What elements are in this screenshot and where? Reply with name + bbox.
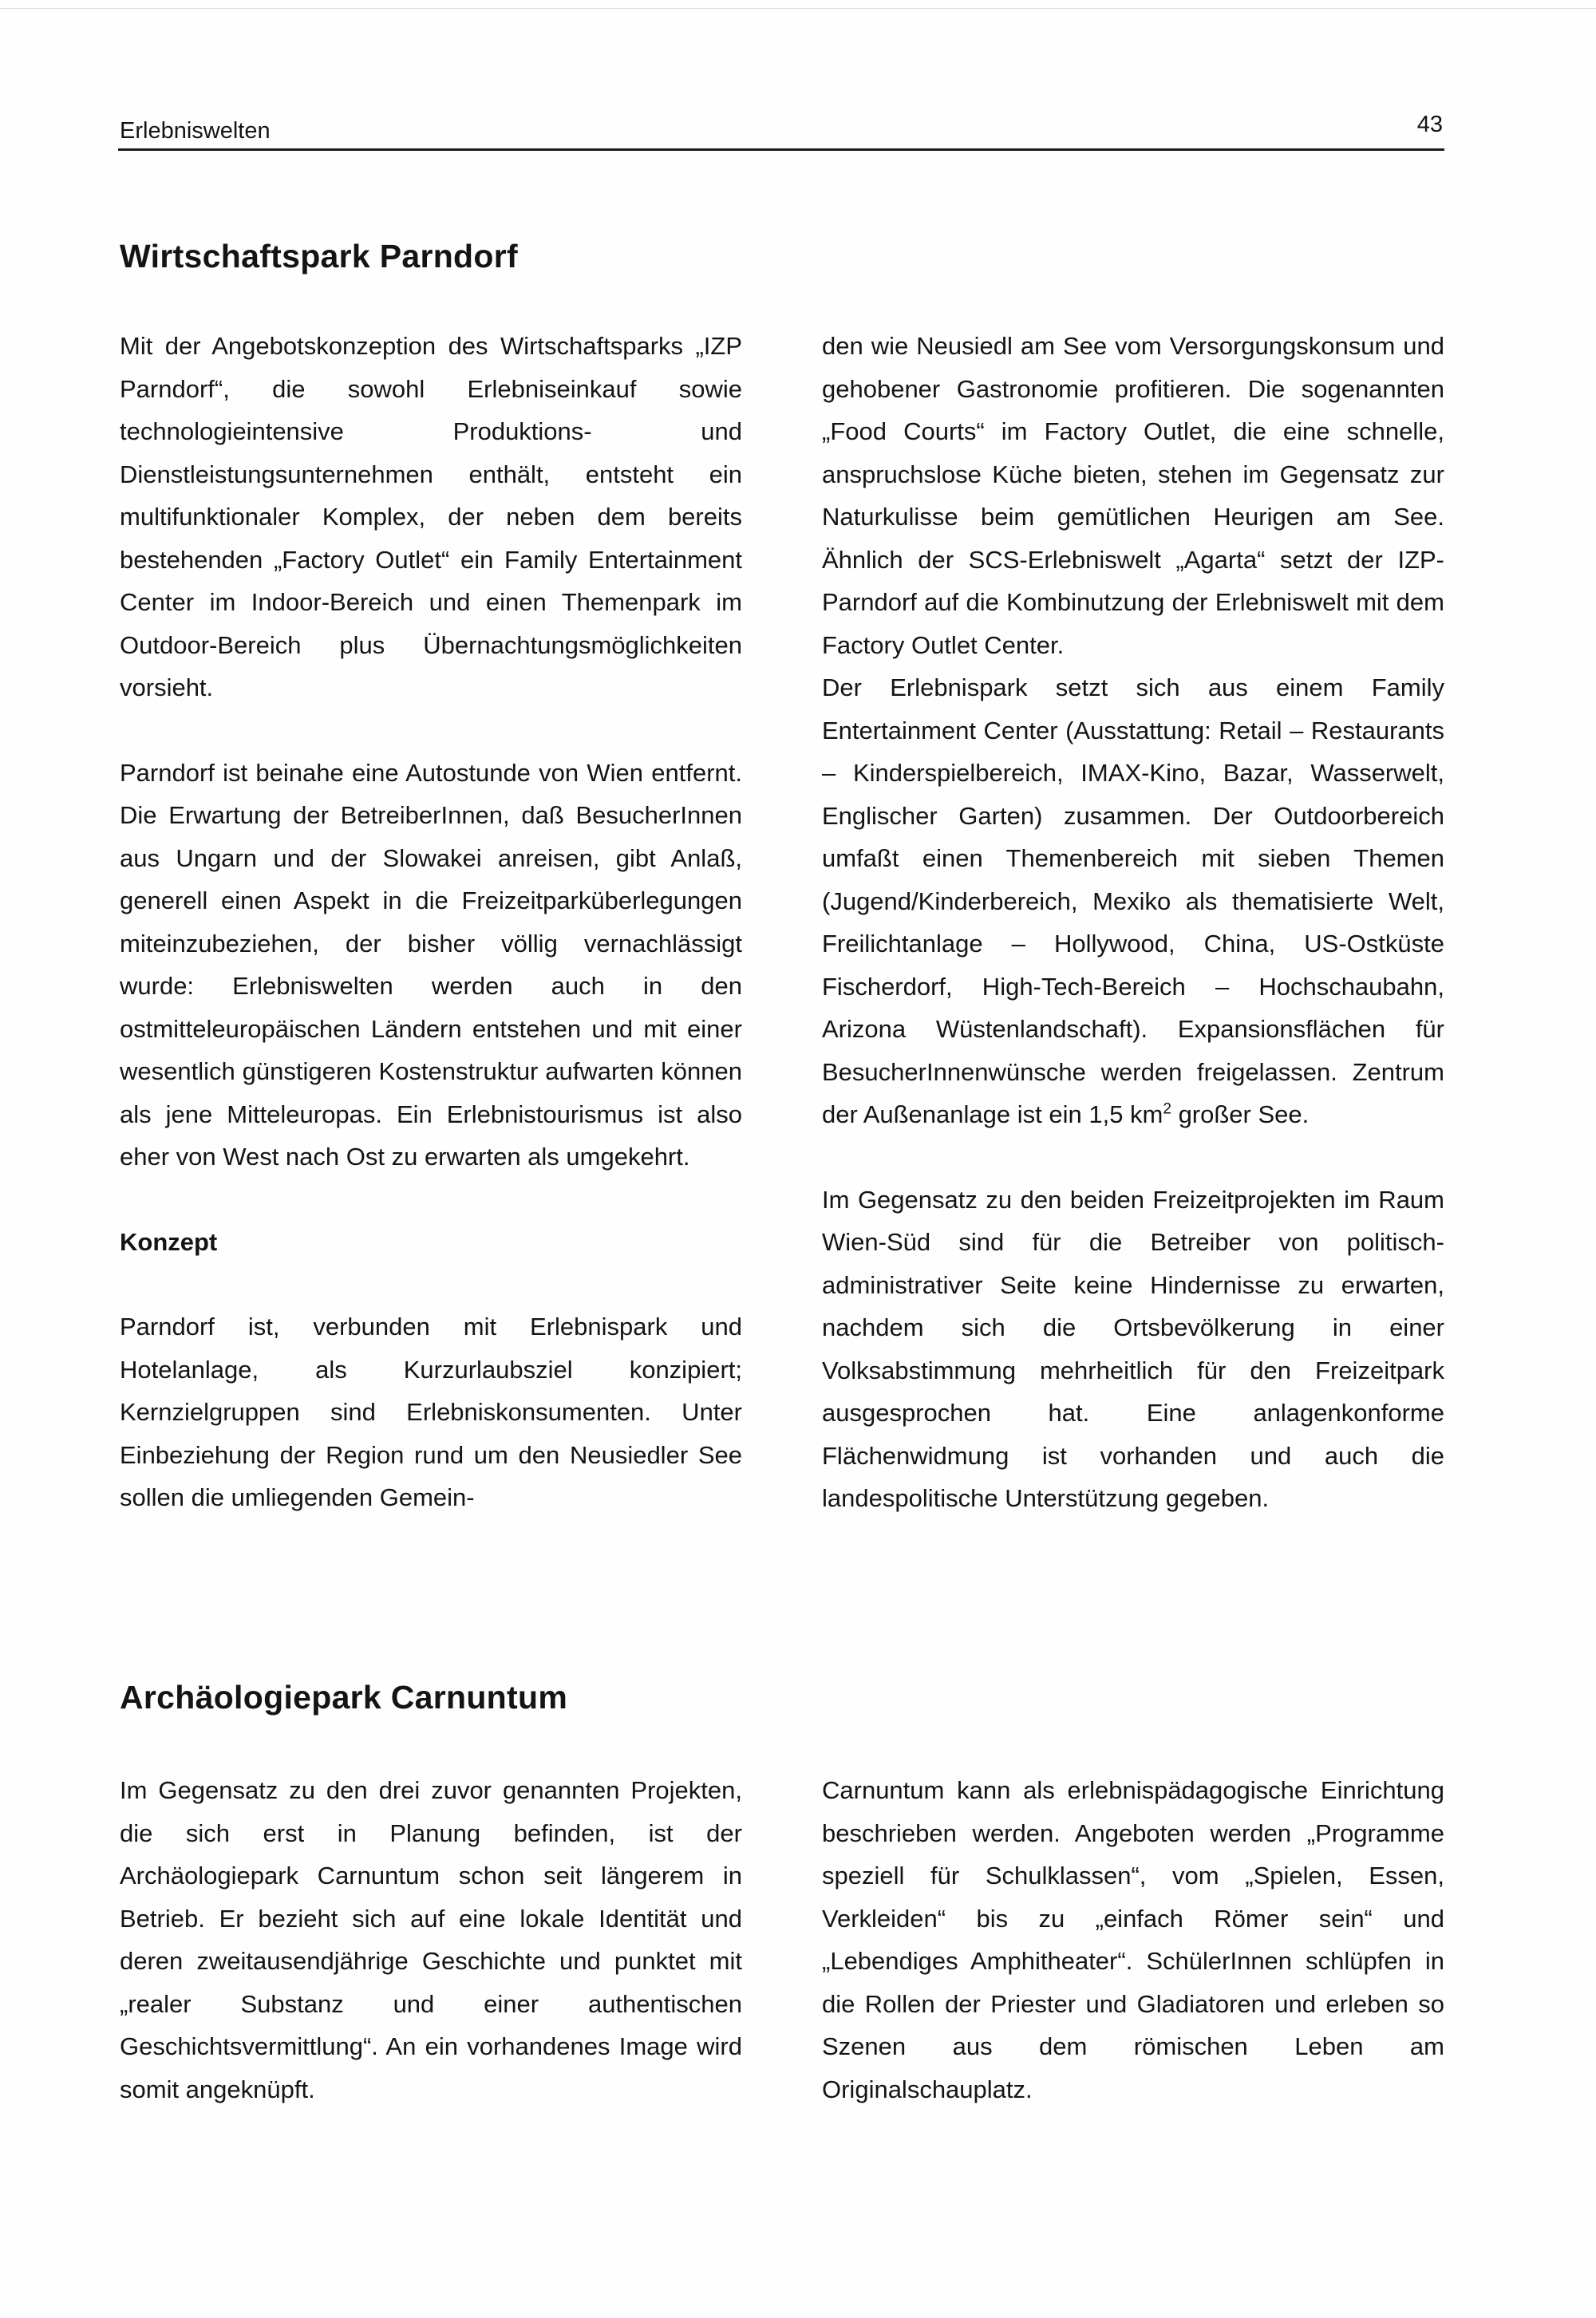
- paragraph: Im Gegensatz zu den drei zuvor genannten Projekten, die sich erst in Planung befinden, ist der Archäologiepark Carnuntum schon seit längerem in Betrieb. Er bezieht sich auf eine lokale Identität und deren zweitausendjährige Geschichte und punktet mit „realer Substanz und einer authentischen Geschichtsvermittlung“. An ein vorhandenes Image wird somit angeknüpft.: [120, 1776, 742, 2103]
- scan-edge-line: [0, 8, 1596, 9]
- paragraph: Carnuntum kann als erlebnispädagogische Einrichtung beschrieben werden. Angeboten werden „Programme speziell für Schulklassen“, vom „Spielen, Essen, Verkleiden“ bis zu „einfach Römer sein“ und „Lebendiges Amphitheater“. SchülerInnen schlüpfen in die Rollen der Priester und Gladiatoren und erleben so Szenen aus dem römischen Leben am Originalschauplatz.: [822, 1776, 1444, 2103]
- running-title: Erlebniswelten: [120, 118, 271, 144]
- section2-right-column: [822, 1769, 1444, 2111]
- page-number: 43: [1416, 112, 1443, 137]
- paragraph: Mit der Angebotskonzeption des Wirtschaftsparks „IZP Parndorf“, die sowohl Erlebniseinkauf sowie technologieintensive Produktions- und Dienstleistungsunternehmen enthält, entsteht ein multifunktionaler Komplex, der neben dem bereits bestehenden „Factory Outlet“ ein Family Entertainment Center im Indoor-Bereich und einen Themenpark im Outdoor-Bereich plus Übernachtungsmöglichkeiten vorsieht.: [120, 332, 742, 701]
- paragraph-text: Der Erlebnispark setzt sich aus einem Family Entertainment Center (Ausstattung: Retail – Restaurants – Kinderspielbereich, IMAX-Kino, Bazar, Wasserwelt, Englischer Garten) zusammen. Der Outdoorbereich umfaßt einen Themenbereich mit sieben Themen (Jugend/Kinderbereich, Mexiko als thematisierte Welt, Freilichtanlage – Hollywood, China, US-Ostküste Fischerdorf, High-Tech-Bereich – Hochschaubahn, Arizona Wüstenlandschaft). Expansionsflächen für BesucherInnenwünsche werden freigelassen. Zentrum der Außenanlage ist ein 1,5 km: [822, 673, 1444, 1128]
- section2-left-column: [120, 1769, 742, 2111]
- section1-right-column: [822, 325, 1444, 1520]
- paragraph: Parndorf ist, verbunden mit Erlebnispark und Hotelanlage, als Kurzurlaubsziel konzipiert; Kernzielgruppen sind Erlebniskonsumenten. Unter Einbeziehung der Region rund um den Neusiedler See sollen die umliegenden Gemein-: [120, 1313, 742, 1511]
- paragraph-text: großer See.: [1171, 1100, 1310, 1128]
- paragraph-with-superscript: [822, 666, 1444, 1136]
- superscript: 2: [1163, 1100, 1171, 1118]
- section-heading-archaeologiepark: Archäologiepark Carnuntum: [120, 1679, 568, 1716]
- paragraph: den wie Neusiedl am See vom Versorgungskonsum und gehobener Gastronomie profitieren. Die sogenannten „Food Courts“ im Factory Outlet, die eine schnelle, anspruchslose Küche bieten, stehen im Gegensatz zur Naturkulisse beim gemütlichen Heurigen am See. Ähnlich der SCS-Erlebniswelt „Agarta“ setzt der IZP-Parndorf auf die Kombinutzung der Erlebniswelt mit dem Factory Outlet Center.: [822, 332, 1444, 659]
- paragraph: Im Gegensatz zu den beiden Freizeitprojekten im Raum Wien-Süd sind für die Betreiber von politisch-administrativer Seite keine Hindernisse zu erwarten, nachdem sich die Ortsbevölkerung in einer Volksabstimmung mehrheitlich für den Freizeitpark ausgesprochen hat. Eine anlagenkonforme Flächenwidmung ist vorhanden und auch die landespolitische Unterstützung gegeben.: [822, 1185, 1444, 1512]
- header-rule: [118, 148, 1444, 151]
- paragraph: Parndorf ist beinahe eine Autostunde von Wien entfernt. Die Erwartung der BetreiberInnen, daß BesucherInnen aus Ungarn und der Slowakei anreisen, gibt Anlaß, generell einen Aspekt in die Freizeitparküberlegungen miteinzubeziehen, der bisher völlig vernachlässigt wurde: Erlebniswelten werden auch in den ostmitteleuropäischen Ländern entstehen und mit einer wesentlich günstigeren Kostenstruktur aufwarten können als jene Mitteleuropas. Ein Erlebnistourismus ist also eher von West nach Ost zu erwarten als umgekehrt.: [120, 758, 742, 1171]
- running-header: [120, 110, 1443, 148]
- subheading-konzept: Konzept: [120, 1227, 218, 1256]
- section-heading-wirtschaftspark: Wirtschaftspark Parndorf: [120, 238, 518, 274]
- section1-left-column: [120, 325, 742, 1519]
